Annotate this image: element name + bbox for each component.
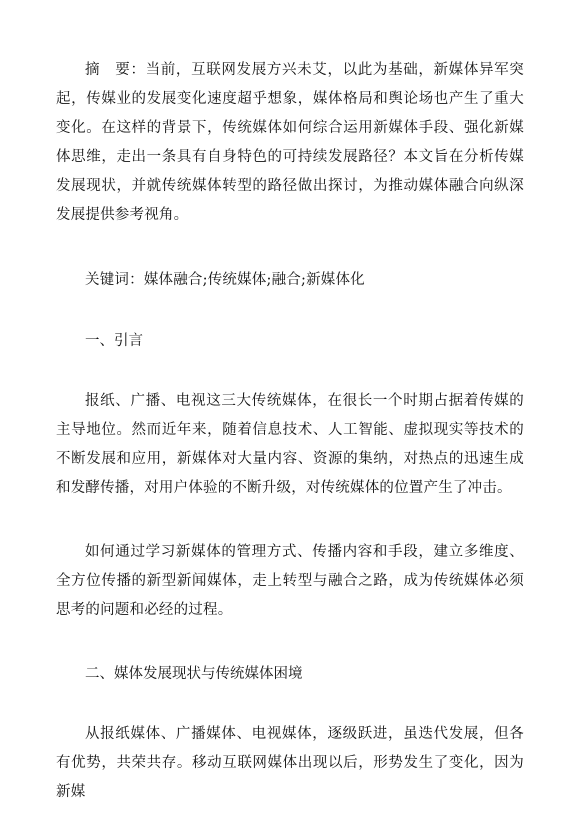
- section-heading-media-status: 二、媒体发展现状与传统媒体困境: [85, 666, 303, 682]
- abstract-label: 摘 要：: [85, 62, 146, 78]
- keywords-text: 媒体融合;传统媒体;融合;新媒体化: [143, 272, 365, 288]
- introduction-paragraph-1: 报纸、广播、电视这三大传统媒体，在很长一个时期占据着传媒的主导地位。然而近年来，随着信息技术、人工智能、虚拟现实等技术的不断发展和应用，新媒体对大量内容、资源的集纳，对热点的迅速生成和发酵传播，对用户体验的不断升级，对传统媒体的位置产生了冲击。: [56, 393, 524, 496]
- media-status-paragraph-1: 从报纸媒体、广播媒体、电视媒体，逐级跃进，虽迭代发展，但各有优势，共荣共存。移动互联网媒体出现以后，形势发生了变化，因为新媒: [56, 726, 524, 800]
- section-heading-introduction: 一、引言: [85, 333, 143, 349]
- keywords-paragraph: [56, 266, 524, 295]
- keywords-label: 关键词：: [85, 272, 144, 288]
- abstract-paragraph: [56, 56, 524, 230]
- introduction-paragraph-2: 如何通过学习新媒体的管理方式、传播内容和手段，建立多维度、全方位传播的新型新闻媒体，走上转型与融合之路，成为传统媒体必须思考的问题和必经的过程。: [56, 544, 524, 618]
- abstract-text: 当前，互联网发展方兴未艾，以此为基础，新媒体异军突起，传媒业的发展变化速度超乎想象，媒体格局和舆论场也产生了重大变化。在这样的背景下，传统媒体如何综合运用新媒体手段、强化新媒体思维，走出一条具有自身特色的可持续发展路径？本文旨在分析传媒发展现状，并就传统媒体转型的路径做出探讨，为推动媒体融合向纵深发展提供参考视角。: [56, 62, 524, 223]
